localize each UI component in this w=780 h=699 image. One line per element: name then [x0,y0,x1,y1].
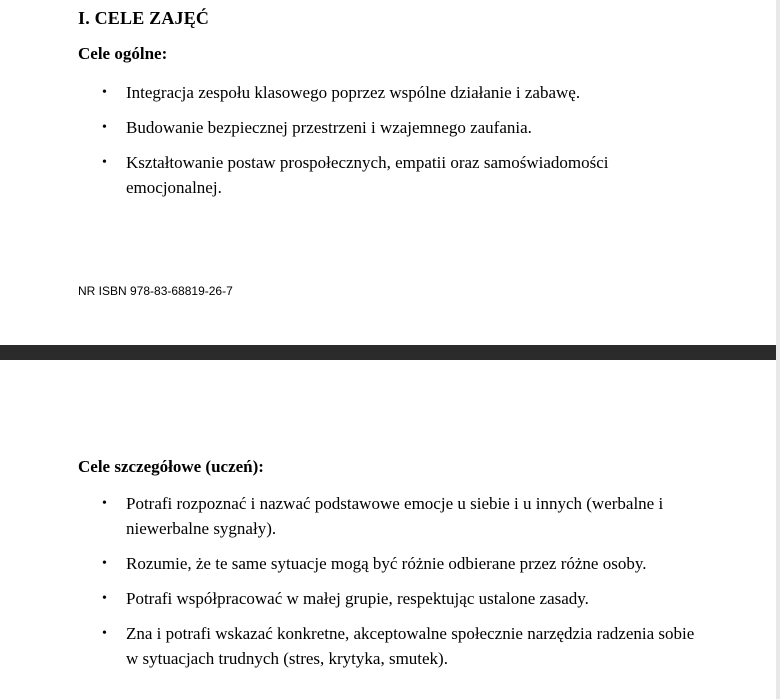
list-item [0,115,700,140]
list-item-text: Kształtowanie postaw prospołecznych, empatii oraz samoświadomości emocjonalnej. [126,153,609,197]
list-item-text: Potrafi współpracować w małej grupie, respektując ustalone zasady. [126,589,589,608]
bullet-icon: • [102,85,107,100]
specific-goals-heading: Cele szczegółowe (uczeń): [78,457,264,476]
list-item [0,551,700,576]
list-item [0,80,700,105]
list-item-text: Rozumie, że te same sytuacje mogą być różnie odbierane przez różne osoby. [126,554,647,573]
document-page-bottom [0,360,777,699]
list-item [0,586,700,611]
list-item [0,491,700,541]
list-item-text: Potrafi rozpoznać i nazwać podstawowe emocje u siebie i u innych (werbalne i niewerbalne sygnały). [126,494,664,538]
list-item-text: Integracja zespołu klasowego poprzez wspólne działanie i zabawę. [126,83,581,102]
document-page-top [0,0,777,345]
list-item [0,621,700,671]
bullet-icon: • [102,120,107,135]
bullet-icon: • [102,626,107,641]
bullet-icon: • [102,155,107,170]
bullet-icon: • [102,591,107,606]
isbn-footer: NR ISBN 978-83-68819-26-7 [78,284,233,298]
bullet-icon: • [102,556,107,571]
bullet-icon: • [102,496,107,511]
section-title: I. CELE ZAJĘĆ [78,8,210,28]
list-item-text: Zna i potrafi wskazać konkretne, akceptowalne społecznie narzędzia radzenia sobie w sytuacjach trudnych (stres, krytyka, smutek). [126,624,695,668]
general-goals-list [0,80,700,210]
list-item-text: Budowanie bezpiecznej przestrzeni i wzajemnego zaufania. [126,118,532,137]
viewer-scrollbar-track[interactable] [776,0,780,699]
list-item [0,150,700,200]
page-separator [0,345,780,360]
specific-goals-list [0,491,700,681]
general-goals-heading: Cele ogólne: [78,44,168,63]
